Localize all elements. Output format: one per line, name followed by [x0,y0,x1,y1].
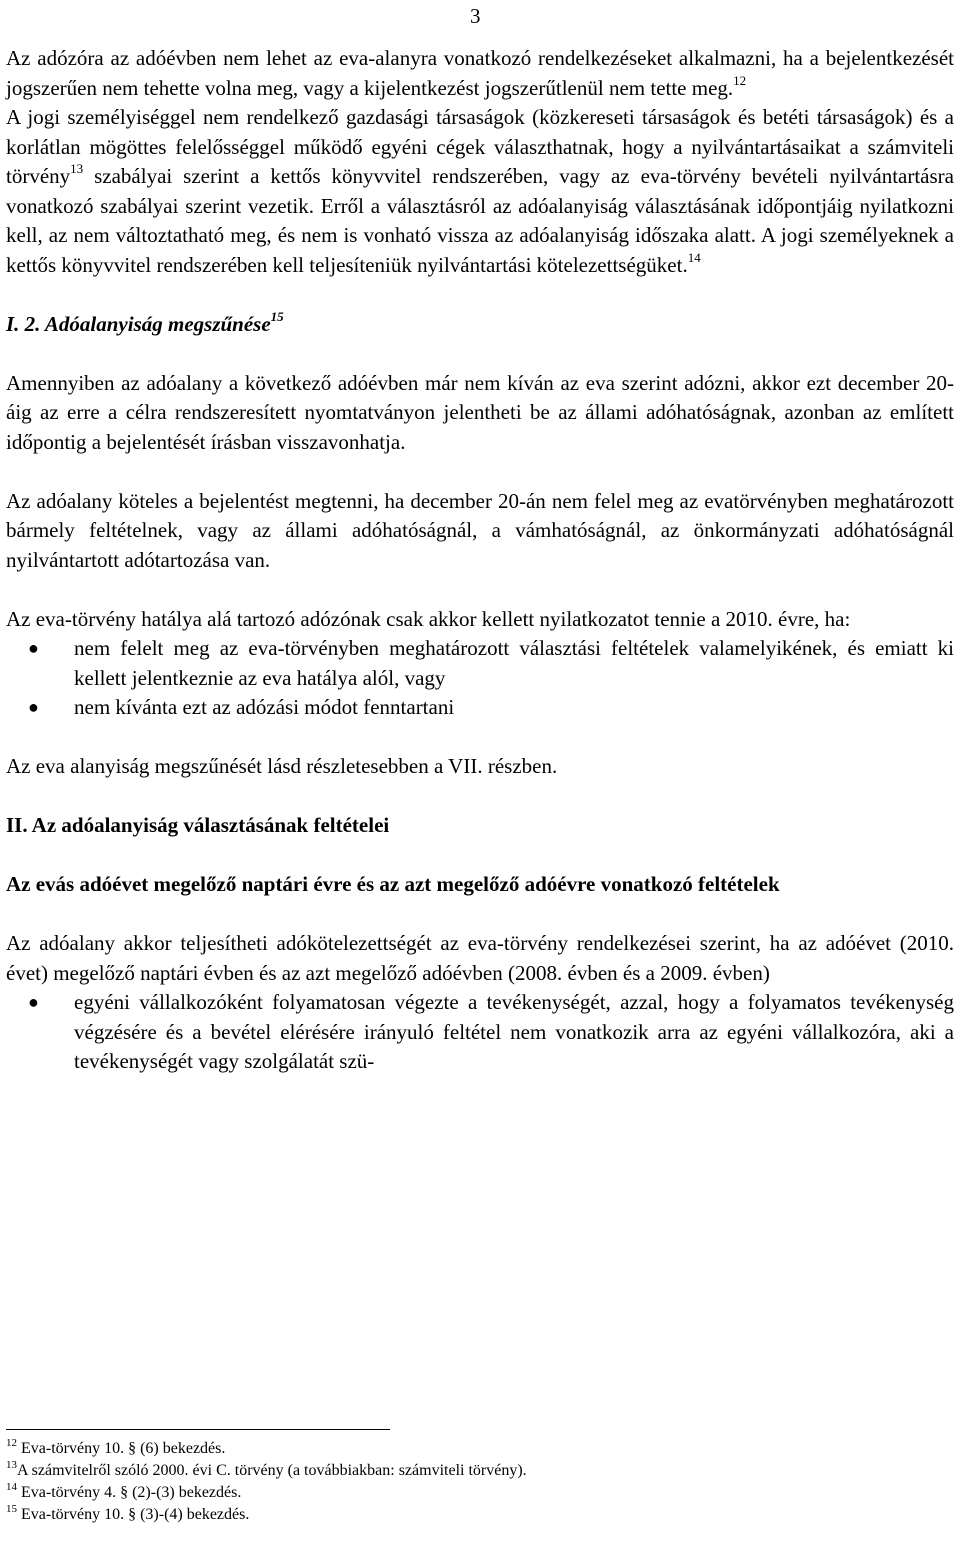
footnote-number: 13 [6,1458,17,1471]
paragraph-2-text-b: szabályai szerint a kettős könyvvitel rendszerében, vagy az eva-törvény bevételi nyilvántartásra vonatkozó szabályai szerint vezetik. Erről a választásról az adóalanyiság választásának időpontjáig nyilatkozni kell, az nem változtatható meg, és nem is vonható vissza az adóalanyiság időszaka alatt. A jogi személyeknek a kettős könyvvitel rendszerében kell teljesíteniük nyilvántartási kötelezettségüket. [6,164,954,277]
bullet-icon: ● [28,992,39,1012]
bullet-list-1 [6,634,954,723]
footnotes [6,1438,954,1526]
bullet-icon: ● [28,638,39,658]
paragraph-1 [6,44,954,103]
footnote-number: 15 [6,1502,17,1515]
footnote-ref-14[interactable]: 14 [687,249,701,265]
list-item [6,634,954,693]
footnote-14 [6,1482,954,1504]
section-heading-i2-text: I. 2. Adóalanyiság megszűnése [6,311,271,336]
subsection-heading: Az evás adóévet megelőző naptári évre és az azt megelőző adóévre vonatkozó feltételek [6,872,780,896]
footnote-12 [6,1438,954,1460]
paragraph-1-text: Az adózóra az adóévben nem lehet az eva-alanyra vonatkozó rendelkezéseket alkalmazni, ha a bejelentkezését jogszerűen nem tehette volna meg, vagy a kijelentkezést jogszerűtlenül nem tette meg. [6,46,954,100]
list-item-text: egyéni vállalkozóként folyamatosan végezte a tevékenységét, azzal, hogy a folyamatos tevékenység végzésére és a bevétel elérésére irányuló feltétel nem vonatkozik arra az egyéni vállalkozóra, aki a tevékenységét vagy szolgálatát szü- [74,990,954,1073]
bullet-icon: ● [28,697,39,717]
page-number: 3 [470,4,481,28]
list-item [6,693,954,723]
list-item-text: nem kívánta ezt az adózási módot fenntartani [74,695,455,719]
footnote-ref-13[interactable]: 13 [70,161,84,176]
bullet-list-2 [6,988,954,1077]
footnote-text: Eva-törvény 4. § (2)-(3) bekezdés. [17,1484,242,1501]
footnote-15 [6,1504,954,1526]
footnote-ref-15[interactable]: 15 [270,308,284,324]
footnote-ref-12[interactable]: 12 [733,72,747,88]
footnote-number: 12 [6,1436,17,1449]
paragraph-7: Az adóalany akkor teljesítheti adókötelezettségét az eva-törvény rendelkezései szerint, ha az adóévet (2010. évet) megelőző naptári évben és az azt megelőző adóévben (2008. évben és a 2009. évben) [6,931,954,985]
footnote-separator [6,1429,390,1430]
list-item [6,988,954,1077]
paragraph-2 [6,103,954,280]
footnote-number: 14 [6,1480,17,1493]
footnote-text: A számvitelről szóló 2000. évi C. törvény (a továbbiakban: számviteli törvény). [17,1462,527,1479]
paragraph-5: Az eva-törvény hatálya alá tartozó adózónak csak akkor kellett nyilatkozatot tennie a 2010. évre, ha: [6,606,851,631]
section-heading-i2 [6,310,954,340]
footnote-13 [6,1460,954,1482]
footnote-text: Eva-törvény 10. § (6) bekezdés. [17,1440,226,1457]
footnote-text: Eva-törvény 10. § (3)-(4) bekezdés. [17,1506,250,1523]
list-item-text: nem felelt meg az eva-törvényben meghatározott választási feltételek valamelyikének, és emiatt ki kellett jelentkeznie az eva hatálya alól, vagy [74,636,954,690]
section-heading-ii: II. Az adóalanyiság választásának feltételei [6,813,390,837]
paragraph-4: Az adóalany köteles a bejelentést megtenni, ha december 20-án nem felel meg az evatörvényben meghatározott bármely feltételnek, vagy az állami adóhatóságnál, a vámhatóságnál, az önkormányzati adóhatóságnál nyilvántartott adótartozása van. [6,488,954,572]
paragraph-2-text-a: A jogi személyiséggel nem rendelkező gazdasági társaságok (közkereseti társaságok és betéti társaságok) és a korlátlan mögöttes felelősséggel működő egyéni cégek választhatnak, hogy a nyilvántartásaikat a számviteli törvény [6,105,954,188]
paragraph-6: Az eva alanyiság megszűnését lásd részletesebben a VII. részben. [6,754,558,778]
page-body [6,44,954,1077]
paragraph-3: Amennyiben az adóalany a következő adóévben már nem kíván az eva szerint adózni, akkor ezt december 20-áig az erre a célra rendszeresített nyomtatványon jelentheti be az állami adóhatóságnak, azonban az említett időpontig a bejelentését írásban visszavonhatja. [6,370,954,454]
